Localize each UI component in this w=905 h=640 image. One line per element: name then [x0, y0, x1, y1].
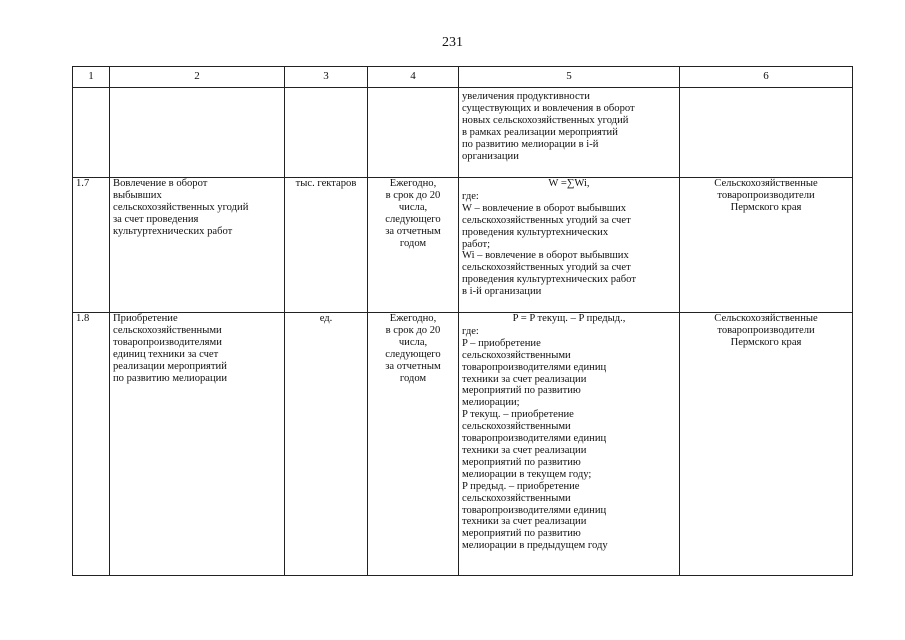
- text-line: Wi – вовлечение в оборот выбывших: [462, 250, 629, 262]
- text-line: единиц техники за счет: [113, 348, 219, 360]
- header-row: [73, 67, 853, 88]
- text-line: мелиорации в предыдущем году: [462, 540, 608, 552]
- text-line: проведения культуртехнических: [462, 226, 609, 238]
- text-line: увеличения продуктивности: [462, 91, 590, 102]
- text-line: техники за счет реализации: [462, 373, 587, 385]
- header-col-3: 3: [285, 67, 368, 88]
- text-line: W – вовлечение в оборот выбывших: [462, 202, 627, 214]
- text-line: где:: [462, 325, 479, 337]
- row-number: 1.8: [73, 313, 110, 576]
- text-line: сельскохозяйственными: [113, 324, 222, 336]
- text-line: числа,: [398, 201, 428, 213]
- cell-empty: [680, 88, 853, 178]
- text-line: техники за счет реализации: [462, 516, 587, 528]
- calc-method-cell: [459, 178, 680, 313]
- table-row: [73, 178, 853, 313]
- text-line: Сельскохозяйственные: [714, 178, 818, 189]
- text-line: следующего: [385, 348, 441, 360]
- formula: W =∑Wi,: [548, 178, 590, 189]
- text-line: за отчетным: [385, 360, 441, 372]
- text-line: сельскохозяйственных угодий за счет: [462, 262, 631, 274]
- text-line: Пермского края: [730, 336, 802, 348]
- header-col-2: 2: [110, 67, 285, 88]
- text-line: мероприятий по развитию: [462, 528, 581, 540]
- text-line: в i-й организации: [462, 286, 542, 298]
- text-line: мероприятий по развитию: [462, 385, 581, 397]
- indicator-name-cell: [110, 178, 285, 313]
- text-line: Сельскохозяйственные: [714, 313, 818, 324]
- cell-empty: [73, 88, 110, 178]
- text-line: P текущ. – приобретение: [462, 409, 574, 421]
- text-line: следующего: [385, 213, 441, 225]
- text-line: сельскохозяйственных угодий: [113, 201, 249, 213]
- text-line: сельскохозяйственными: [462, 349, 571, 361]
- text-line: работ;: [462, 238, 491, 250]
- text-line: годом: [399, 372, 427, 384]
- deadline-cell: [368, 313, 459, 576]
- text-line: товаропроизводители: [717, 189, 815, 201]
- text-line: Приобретение: [113, 313, 178, 324]
- formula: P = P текущ. – P предыд.,: [512, 313, 626, 324]
- text-line: в срок до 20: [385, 324, 441, 336]
- text-line: реализации мероприятий: [113, 360, 227, 372]
- table-row: [73, 313, 853, 576]
- text-line: за счет проведения: [113, 213, 199, 225]
- text-line: выбывших: [113, 189, 162, 201]
- data-source-cell: [680, 313, 853, 576]
- text-line: в срок до 20: [385, 189, 441, 201]
- data-source-cell: [680, 178, 853, 313]
- text-line: товаропроизводители: [717, 324, 815, 336]
- text-line: товаропроизводителями единиц: [462, 361, 607, 373]
- text-line: мероприятий по развитию: [462, 456, 581, 468]
- text-line: за отчетным: [385, 225, 441, 237]
- table-row-continuation: [73, 88, 853, 178]
- text-line: сельскохозяйственных угодий за счет: [462, 214, 631, 226]
- header-col-4: 4: [368, 67, 459, 88]
- text-line: Ежегодно,: [389, 313, 437, 324]
- deadline-cell: [368, 178, 459, 313]
- text-line: P предыд. – приобретение: [462, 480, 580, 492]
- text-line: Пермского края: [730, 201, 802, 213]
- text-line: товаропроизводителями единиц: [462, 504, 607, 516]
- header-col-6: 6: [680, 67, 853, 88]
- text-line: Ежегодно,: [389, 178, 437, 189]
- indicator-name-cell: [110, 313, 285, 576]
- row-number: 1.7: [73, 178, 110, 313]
- cell-empty: [368, 88, 459, 178]
- unit-cell: тыс. гектаров: [285, 178, 368, 313]
- text-line: товаропроизводителями: [113, 336, 222, 348]
- text-line: Вовлечение в оборот: [113, 178, 208, 189]
- text-line: P – приобретение: [462, 337, 541, 349]
- header-col-1: 1: [73, 67, 110, 88]
- header-col-5: 5: [459, 67, 680, 88]
- text-line: проведения культуртехнических работ: [462, 274, 636, 286]
- text-line: техники за счет реализации: [462, 444, 587, 456]
- text-line: товаропроизводителями единиц: [462, 433, 607, 445]
- text-line: в рамках реализации мероприятий: [462, 126, 618, 138]
- text-line: годом: [399, 237, 427, 249]
- cell-empty: [285, 88, 368, 178]
- indicator-table: [72, 66, 853, 576]
- text-line: где:: [462, 190, 479, 202]
- text-line: новых сельскохозяйственных угодий: [462, 114, 629, 126]
- text-line: существующих и вовлечения в оборот: [462, 102, 635, 114]
- text-line: культуртехнических работ: [113, 225, 233, 237]
- unit-cell: ед.: [285, 313, 368, 576]
- text-line: мелиорации;: [462, 397, 520, 409]
- calc-method-cell: [459, 313, 680, 576]
- page-number: 231: [442, 35, 463, 50]
- cell-empty: [110, 88, 285, 178]
- text-line: мелиорации в текущем году;: [462, 468, 592, 480]
- text-line: сельскохозяйственными: [462, 492, 571, 504]
- text-line: числа,: [398, 336, 428, 348]
- text-line: сельскохозяйственными: [462, 421, 571, 433]
- text-line: по развитию мелиорации: [113, 372, 227, 384]
- text-line: организации: [462, 150, 519, 162]
- calc-method-cell: [459, 88, 680, 178]
- text-line: по развитию мелиорации в i-й: [462, 138, 599, 150]
